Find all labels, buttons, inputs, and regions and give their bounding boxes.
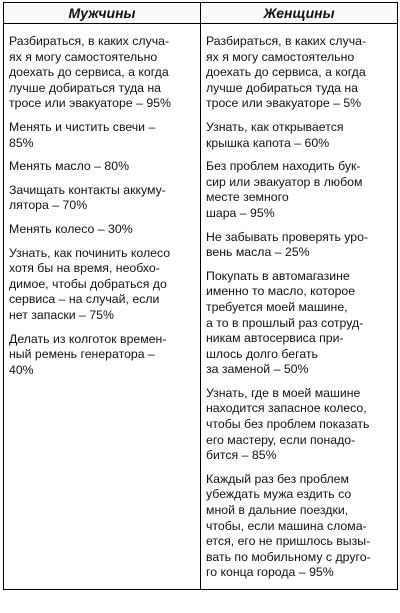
list-item: Узнать, как починить колесо хотя бы на время, необхо- димое, чтобы добраться до сервиса – на случай, если нет запаски – 75%	[9, 245, 171, 322]
comparison-table	[3, 2, 398, 590]
list-item: Делать из колготок времен- ный ремень генератора – 40%	[9, 331, 167, 377]
list-item: Узнать, где в моей машине находится запасное колесо, чтобы без проблем показать его мастеру, если понадо- бится – 85%	[206, 385, 370, 463]
list-item: Менять и чистить свечи – 85%	[9, 119, 156, 150]
list-item: Менять масло – 80%	[9, 159, 130, 174]
list-item: Покупать в автомагазине именно то масло, которое требуется моей машине, а то в прошлый раз сотруд- никам автосервиса при- шлось долго бегать за заменой – 50%	[206, 268, 364, 377]
header-men: Мужчины	[4, 3, 201, 24]
list-item: Разбираться, в каких случа- ях я могу самостоятельно доехать до сервиса, а когда лучше добираться туда на тросе или эвакуаторе – 5%	[206, 34, 367, 111]
list-item: Без проблем находить бук- сир или эвакуатор в любом месте земного шара – 95%	[206, 159, 363, 220]
body-row	[4, 24, 398, 590]
header-women: Женщины	[201, 3, 398, 24]
list-item: Узнать, как открывается крышка капота – 60%	[206, 119, 344, 150]
list-item: Не забывать проверять уро- вень масла – 25%	[206, 229, 369, 260]
list-item: Зачищать контакты аккуму- лятора – 70%	[9, 182, 166, 213]
men-column	[4, 24, 201, 590]
women-column	[201, 24, 398, 590]
list-item: Разбираться, в каких случа- ях я могу самостоятельно доехать до сервиса, а когда лучше добираться туда на тросе или эвакуаторе – 95%	[9, 34, 171, 111]
list-item: Менять колесо – 30%	[9, 221, 133, 236]
list-item: Каждый раз без проблем убеждать мужа ездить со мной в дальние поездки, чтобы, если машина слома- ется, его не пришлось вызы- вать по мобильному с друго- го конца города – 95%	[206, 471, 371, 580]
header-row	[4, 3, 398, 24]
